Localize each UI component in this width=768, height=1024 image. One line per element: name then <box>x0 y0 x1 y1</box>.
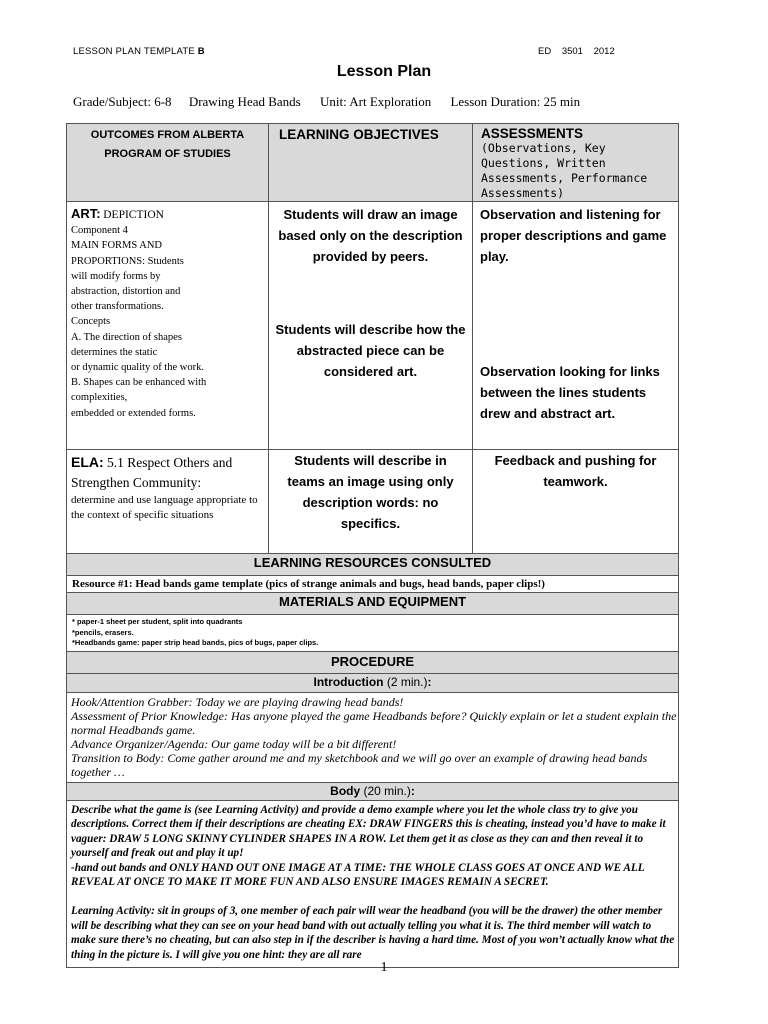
objectives-header: LEARNING OBJECTIVES <box>269 124 473 202</box>
procedure-header: PROCEDURE <box>67 651 679 673</box>
assessments-header: ASSESSMENTS (Observations, Key Questions, Written Assessments, Performance Assessments) <box>473 124 679 202</box>
header-course-label: ED 3501 2012 <box>538 46 615 57</box>
grade-subject: Grade/Subject: 6-8 <box>73 94 172 109</box>
materials-list: * paper-1 sheet per student, split into quadrants *pencils, erasers. *Headbands game: paper strip head bands, pics of bugs, paper clips. <box>67 615 679 652</box>
ela-objective-cell: Students will describe in teams an image using only description words: no specifics. <box>269 450 473 554</box>
ela-assessment-cell: Feedback and pushing for teamwork. <box>473 450 679 554</box>
materials-header: MATERIALS AND EQUIPMENT <box>67 593 679 615</box>
art-assessments-cell: Observation and listening for proper descriptions and game play. Observation looking for links between the lines students drew and abstract art. <box>473 202 679 450</box>
body-header: Body (20 min.): <box>67 782 679 800</box>
unit: Unit: Art Exploration <box>319 94 432 109</box>
lesson-duration: Lesson Duration: 25 min <box>450 94 581 109</box>
introduction-header: Introduction (2 min.): <box>67 673 679 692</box>
lesson-info-line <box>73 94 594 110</box>
art-objectives-cell: Students will draw an image based only on the description provided by peers. Students will describe how the abstracted piece can be considered art. <box>269 202 473 450</box>
page-number: 1 <box>380 960 388 975</box>
art-outcome-cell: ART: DEPICTION Component 4 MAIN FORMS AND PROPORTIONS: Students will modify forms by abstraction, distortion and other transformations. Concepts A. The direction of shapes determines the static or dynamic quality of the work. B. Shapes can be enhanced with complexities, embedded or extended forms. <box>67 202 269 450</box>
header-template-label: LESSON PLAN TEMPLATE B <box>73 46 205 57</box>
lesson-topic: Drawing Head Bands <box>188 94 301 109</box>
introduction-content: Hook/Attention Grabber: Today we are playing drawing head bands! Assessment of Prior Knowledge: Has anyone played the game Headbands before? Quickly explain or let a student explain the normal Headbands game. Advance Organizer/Agenda: Our game today will be a bit different! Transition to Body: Come gather around me and my sketchbook and we will go over an example of drawing head bands together … <box>67 692 679 782</box>
page-title: Lesson Plan <box>336 63 432 80</box>
outcomes-header: OUTCOMES FROM ALBERTA PROGRAM OF STUDIES <box>67 124 269 202</box>
resources-header: LEARNING RESOURCES CONSULTED <box>67 554 679 576</box>
resource-item: Resource #1: Head bands game template (pics of strange animals and bugs, head bands, paper clips!) <box>67 576 679 593</box>
body-content: Describe what the game is (see Learning Activity) and provide a demo example where you let the whole class try to give you descriptions. Correct them if their descriptions are cheating EX: DRAW FINGERS this is cheating, instead you’d have to make it vaguer: DRAW 5 LONG SKINNY CYLINDER SHAPES IN A ROW. Let them get it as close as they can and then reveal it to yourself and freak out and play it up! -hand out bands and ONLY HAND OUT ONE IMAGE AT A TIME: THE WHOLE CLASS GOES AT ONCE AND WE ALL REVEAL AT ONCE TO MAKE IT MORE FUN AND ALSO ENSURE IMAGES REMAIN A SECRET. Learning Activity: sit in groups of 3, one member of each pair will wear the headband (you will be the drawer) the other member will be describing what they can see on your head band with out actually telling you what it is. The third member will watch to make sure there’s no cheating, but can also step in if the describer is having a hard time. Most of you won’t actually know what the thing in the picture is. I will give you one hint: they are all rare <box>67 800 679 967</box>
ela-outcome-cell: ELA: 5.1 Respect Others and Strengthen Community: determine and use language appropriate to the context of specific situations <box>67 450 269 554</box>
lesson-plan-table <box>66 123 679 968</box>
